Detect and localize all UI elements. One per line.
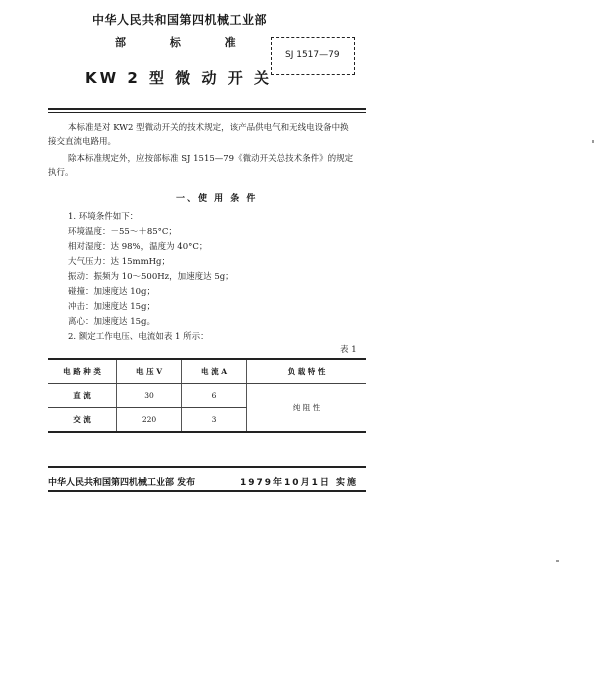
header-current: 电 流 A (182, 359, 247, 384)
footer-effective-date: 1979年10月1日 实施 (240, 478, 358, 488)
footer-rule (48, 466, 366, 468)
table-row (48, 384, 366, 408)
table-header-row (48, 359, 366, 384)
footer-issuer: 中华人民共和国第四机械工业部 发布 (48, 478, 196, 488)
condition-vibration: 振动：振频为 10～500Hz，加速度达 5g； (68, 272, 234, 282)
table-caption: 表 1 (340, 345, 357, 355)
intro-paragraph-1-line-2: 接交直流电路用。 (48, 137, 117, 147)
header-load-type: 负 载 特 性 (247, 359, 367, 384)
rated-values-item: 2. 额定工作电压、电流如表 1 所示： (68, 332, 209, 342)
condition-pressure: 大气压力：达 15mmHg； (68, 257, 170, 267)
rated-values-table (48, 358, 366, 433)
header-rule (48, 108, 366, 110)
condition-humidity: 相对湿度：达 98%，温度为 40°C； (68, 242, 208, 252)
footer-rule-bottom (48, 490, 366, 492)
intro-paragraph-2-line-2: 执行。 (48, 168, 74, 178)
scan-speck (592, 140, 594, 143)
cell-voltage-ac: 220 (117, 408, 182, 433)
intro-paragraph-2-line-1: 除本标准规定外，应按部标准 SJ 1515—79《微动开关总技术条件》的规定 (68, 154, 354, 164)
cell-type-ac: 交 流 (48, 408, 117, 433)
header-voltage: 电 压 V (117, 359, 182, 384)
header-circuit-type: 电 路 种 类 (48, 359, 117, 384)
section-heading-usage: 一、使 用 条 件 (176, 194, 258, 204)
issuing-ministry: 中华人民共和国第四机械工业部 (92, 13, 268, 27)
condition-centrifugal: 离心：加速度达 15g。 (68, 317, 155, 327)
cell-current-dc: 6 (182, 384, 247, 408)
cell-current-ac: 3 (182, 408, 247, 433)
document-title: KW 2 型 微 动 开 关 (85, 69, 272, 87)
cell-load-resistive: 纯 阻 性 (247, 384, 367, 433)
environment-item: 1. 环境条件如下： (68, 212, 139, 222)
cell-voltage-dc: 30 (117, 384, 182, 408)
scan-speck (556, 560, 559, 562)
standard-label: 部 标 准 (115, 36, 256, 49)
condition-bump: 碰撞：加速度达 10g； (68, 287, 155, 297)
header-rule-thin (48, 112, 366, 113)
standard-code: SJ 1517—79 (285, 50, 340, 60)
intro-paragraph-1-line-1: 本标准是对 KW2 型微动开关的技术规定，该产品供电气和无线电设备中换 (68, 123, 349, 133)
cell-type-dc: 直 流 (48, 384, 117, 408)
condition-temperature: 环境温度：－55～＋85°C； (68, 227, 177, 237)
condition-shock: 冲击：加速度达 15g； (68, 302, 155, 312)
